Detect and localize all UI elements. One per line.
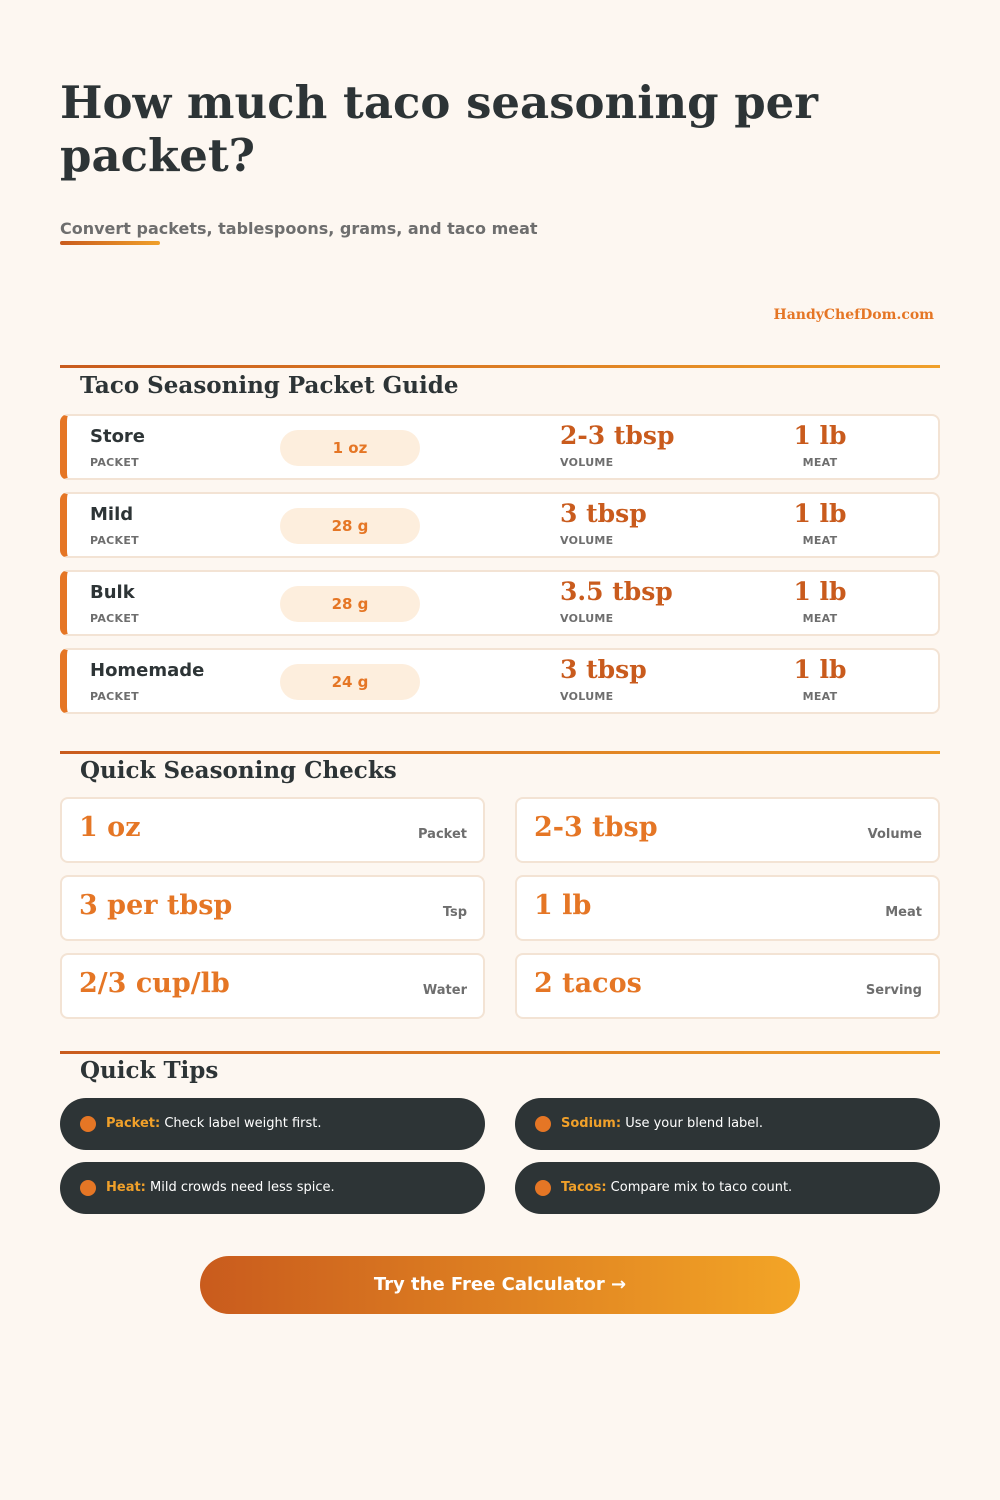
calculator-cta-button[interactable]: Try the Free Calculator → bbox=[200, 1256, 800, 1314]
tip-body: Compare mix to taco count. bbox=[606, 1180, 793, 1195]
guide-section-title: Taco Seasoning Packet Guide bbox=[80, 372, 459, 399]
tip-body: Use your blend label. bbox=[621, 1116, 764, 1131]
tip-key: Sodium: bbox=[561, 1116, 622, 1131]
guide-row-meat: 1 lb bbox=[793, 499, 847, 528]
guide-row-volume: 2-3 tbsp bbox=[560, 421, 675, 450]
guide-row-volume-label: VOLUME bbox=[560, 534, 614, 547]
section-divider bbox=[60, 365, 940, 368]
bullet-dot-icon bbox=[80, 1116, 96, 1132]
guide-row-volume-label: VOLUME bbox=[560, 612, 614, 625]
tip-heat bbox=[60, 1162, 485, 1214]
guide-row-volume: 3 tbsp bbox=[560, 655, 647, 684]
bullet-dot-icon bbox=[535, 1116, 551, 1132]
check-card-meat bbox=[515, 875, 940, 941]
tip-text bbox=[561, 1180, 792, 1195]
guide-row-meat: 1 lb bbox=[793, 655, 847, 684]
guide-row-meat-label: MEAT bbox=[802, 456, 838, 469]
section-divider bbox=[60, 1051, 940, 1054]
page-title: How much taco seasoning per packet? bbox=[60, 76, 819, 182]
tip-text bbox=[106, 1180, 335, 1195]
tip-text bbox=[106, 1116, 322, 1131]
guide-row-name: Mild bbox=[90, 504, 134, 525]
bullet-dot-icon bbox=[80, 1180, 96, 1196]
tip-text bbox=[561, 1116, 763, 1131]
tip-key: Packet: bbox=[106, 1116, 161, 1131]
guide-row-type: PACKET bbox=[90, 690, 139, 703]
guide-row-weight-badge: 28 g bbox=[280, 586, 420, 622]
guide-row-meat: 1 lb bbox=[793, 577, 847, 606]
tip-key: Tacos: bbox=[561, 1180, 607, 1195]
page-subtitle: Convert packets, tablespoons, grams, and taco meat bbox=[60, 219, 538, 238]
check-card-packet bbox=[60, 797, 485, 863]
tips-section-title: Quick Tips bbox=[80, 1057, 219, 1084]
checks-section-title: Quick Seasoning Checks bbox=[80, 757, 397, 784]
tip-body: Mild crowds need less spice. bbox=[145, 1180, 335, 1195]
check-card-volume bbox=[515, 797, 940, 863]
guide-row-meat-label: MEAT bbox=[802, 534, 838, 547]
check-label: Serving bbox=[865, 983, 922, 998]
title-underline bbox=[60, 241, 160, 245]
guide-row-mild bbox=[60, 492, 940, 558]
guide-row-volume: 3 tbsp bbox=[560, 499, 647, 528]
check-label: Meat bbox=[885, 905, 922, 920]
guide-row-homemade bbox=[60, 648, 940, 714]
tip-sodium bbox=[515, 1098, 940, 1150]
guide-row-volume-label: VOLUME bbox=[560, 456, 614, 469]
check-value: 3 per tbsp bbox=[79, 890, 233, 921]
check-label: Water bbox=[422, 983, 467, 998]
guide-row-volume: 3.5 tbsp bbox=[560, 577, 673, 606]
check-label: Volume bbox=[867, 827, 922, 842]
check-value: 2 tacos bbox=[534, 968, 642, 999]
guide-row-name: Bulk bbox=[90, 582, 135, 603]
check-value: 2/3 cup/lb bbox=[79, 968, 230, 999]
guide-row-type: PACKET bbox=[90, 534, 139, 547]
guide-row-weight-badge: 28 g bbox=[280, 508, 420, 544]
check-card-tsp bbox=[60, 875, 485, 941]
guide-row-bulk bbox=[60, 570, 940, 636]
guide-row-meat: 1 lb bbox=[793, 421, 847, 450]
guide-row-name: Store bbox=[90, 426, 146, 447]
guide-row-name: Homemade bbox=[90, 660, 205, 681]
guide-row-meat-label: MEAT bbox=[802, 612, 838, 625]
section-divider bbox=[60, 751, 940, 754]
check-value: 2-3 tbsp bbox=[534, 812, 658, 843]
check-label: Tsp bbox=[442, 905, 467, 920]
guide-row-weight-badge: 1 oz bbox=[280, 430, 420, 466]
check-value: 1 oz bbox=[79, 812, 141, 843]
guide-row-type: PACKET bbox=[90, 612, 139, 625]
tip-packet bbox=[60, 1098, 485, 1150]
tip-tacos bbox=[515, 1162, 940, 1214]
tip-body: Check label weight first. bbox=[160, 1116, 322, 1131]
tip-key: Heat: bbox=[106, 1180, 146, 1195]
check-label: Packet bbox=[418, 827, 467, 842]
guide-row-store bbox=[60, 414, 940, 480]
guide-row-weight-badge: 24 g bbox=[280, 664, 420, 700]
guide-row-volume-label: VOLUME bbox=[560, 690, 614, 703]
guide-row-meat-label: MEAT bbox=[802, 690, 838, 703]
guide-row-type: PACKET bbox=[90, 456, 139, 469]
check-card-serving bbox=[515, 953, 940, 1019]
check-value: 1 lb bbox=[534, 890, 592, 921]
bullet-dot-icon bbox=[535, 1180, 551, 1196]
check-card-water bbox=[60, 953, 485, 1019]
brand-link[interactable]: HandyChefDom.com bbox=[773, 307, 934, 323]
